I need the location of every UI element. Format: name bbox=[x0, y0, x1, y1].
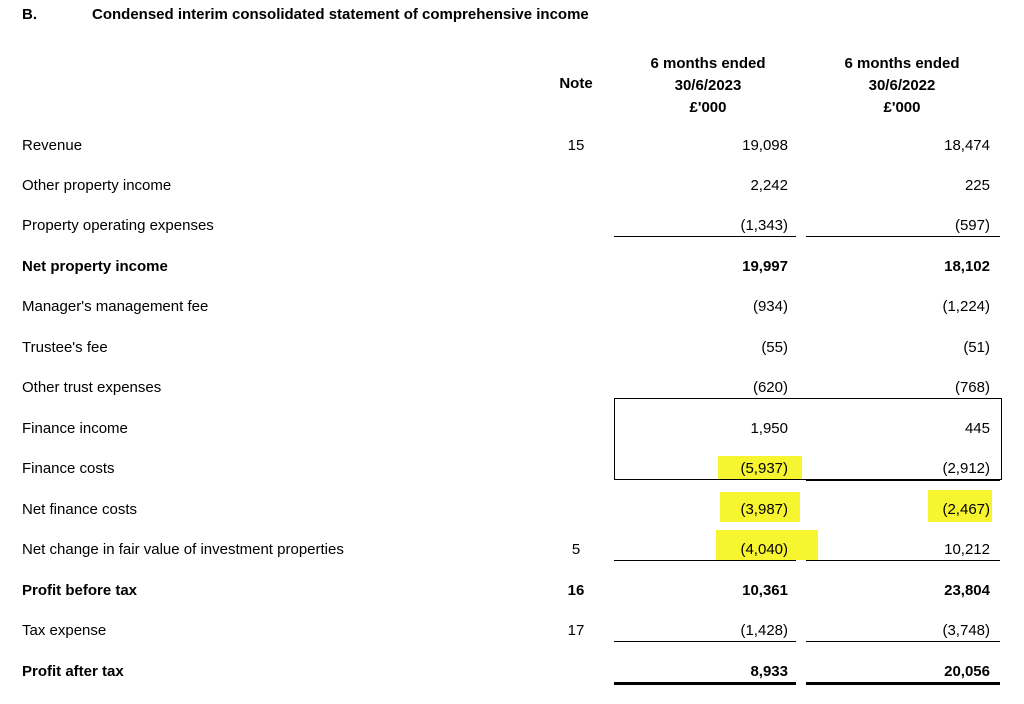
section-letter: B. bbox=[22, 6, 37, 23]
rule-tax-2023 bbox=[614, 641, 796, 642]
row-value-2022: (768) bbox=[954, 379, 990, 396]
row-value-2022: (2,912) bbox=[942, 460, 990, 477]
row-value-2022: 23,804 bbox=[944, 582, 990, 599]
rule-total-2022 bbox=[806, 682, 1000, 685]
statement-row bbox=[0, 376, 1024, 400]
column-header-2023-line1: 6 months ended bbox=[650, 55, 766, 72]
row-value-2022: 20,056 bbox=[944, 663, 990, 680]
statement-row bbox=[0, 214, 1024, 238]
row-value-2022: (51) bbox=[963, 339, 990, 356]
statement-row bbox=[0, 134, 1024, 158]
statement-row bbox=[0, 498, 1024, 522]
statement-row bbox=[0, 336, 1024, 360]
row-label: Finance costs bbox=[22, 460, 115, 477]
row-label: Manager's management fee bbox=[22, 298, 209, 315]
row-note: 15 bbox=[567, 137, 585, 154]
rule-fair-value-2023 bbox=[614, 560, 796, 561]
row-value-2023: (55) bbox=[761, 339, 788, 356]
row-label: Tax expense bbox=[22, 622, 107, 639]
row-value-2022: 10,212 bbox=[944, 541, 990, 558]
statement-row bbox=[0, 538, 1024, 562]
column-header-2023-line3: £'000 bbox=[689, 99, 727, 116]
column-header-2023-line2: 30/6/2023 bbox=[674, 77, 742, 94]
row-value-2023: 19,098 bbox=[742, 137, 788, 154]
rule-tax-2022 bbox=[806, 641, 1000, 642]
row-label: Net finance costs bbox=[22, 501, 138, 518]
row-value-2023: (620) bbox=[752, 379, 788, 396]
column-header-2022 bbox=[812, 53, 992, 119]
statement-row bbox=[0, 579, 1024, 603]
rule-total-2023 bbox=[614, 682, 796, 685]
row-value-2022: (2,467) bbox=[942, 501, 990, 518]
row-label: Finance income bbox=[22, 420, 128, 437]
row-value-2023: 10,361 bbox=[742, 582, 788, 599]
rule-property-expenses-2023 bbox=[614, 236, 796, 237]
row-value-2023: (5,937) bbox=[740, 460, 788, 477]
row-value-2022: 225 bbox=[964, 177, 990, 194]
row-value-2023: 8,933 bbox=[750, 663, 788, 680]
row-value-2023: (1,428) bbox=[740, 622, 788, 639]
row-note: 16 bbox=[567, 582, 585, 599]
statement-title: Condensed interim consolidated statement of comprehensive income bbox=[92, 6, 589, 23]
row-value-2022: (3,748) bbox=[942, 622, 990, 639]
row-value-2023: (1,343) bbox=[740, 217, 788, 234]
column-header-2022-line3: £'000 bbox=[883, 99, 921, 116]
statement-row bbox=[0, 619, 1024, 643]
row-label: Other trust expenses bbox=[22, 379, 162, 396]
row-value-2022: 18,474 bbox=[944, 137, 990, 154]
row-value-2022: 445 bbox=[964, 420, 990, 437]
row-label: Revenue bbox=[22, 137, 83, 154]
row-value-2022: 18,102 bbox=[944, 258, 990, 275]
row-value-2023: (934) bbox=[752, 298, 788, 315]
column-header-2022-line1: 6 months ended bbox=[844, 55, 960, 72]
row-value-2022: (597) bbox=[954, 217, 990, 234]
row-note: 17 bbox=[567, 622, 585, 639]
rule-property-expenses-2022 bbox=[806, 236, 1000, 237]
column-header-2022-line2: 30/6/2022 bbox=[868, 77, 936, 94]
row-note: 5 bbox=[571, 541, 581, 558]
row-value-2023: (3,987) bbox=[740, 501, 788, 518]
statement-row bbox=[0, 255, 1024, 279]
row-label: Property operating expenses bbox=[22, 217, 214, 234]
rule-fair-value-2022 bbox=[806, 560, 1000, 561]
statement-row bbox=[0, 174, 1024, 198]
row-label: Trustee's fee bbox=[22, 339, 108, 356]
note-column-header: Note bbox=[559, 75, 593, 92]
row-label: Net property income bbox=[22, 258, 168, 275]
row-label: Net change in fair value of investment properties bbox=[22, 541, 344, 558]
finance-items-box bbox=[614, 398, 1002, 480]
row-label: Profit after tax bbox=[22, 663, 124, 680]
row-label: Other property income bbox=[22, 177, 172, 194]
row-value-2023: 19,997 bbox=[742, 258, 788, 275]
row-value-2023: 1,950 bbox=[750, 420, 788, 437]
row-label: Profit before tax bbox=[22, 582, 138, 599]
statement-row bbox=[0, 295, 1024, 319]
rule-net-finance-2022 bbox=[806, 480, 1000, 481]
column-header-2023 bbox=[618, 53, 798, 119]
statement-row bbox=[0, 660, 1024, 684]
row-value-2023: 2,242 bbox=[750, 177, 788, 194]
row-value-2023: (4,040) bbox=[740, 541, 788, 558]
row-value-2022: (1,224) bbox=[942, 298, 990, 315]
